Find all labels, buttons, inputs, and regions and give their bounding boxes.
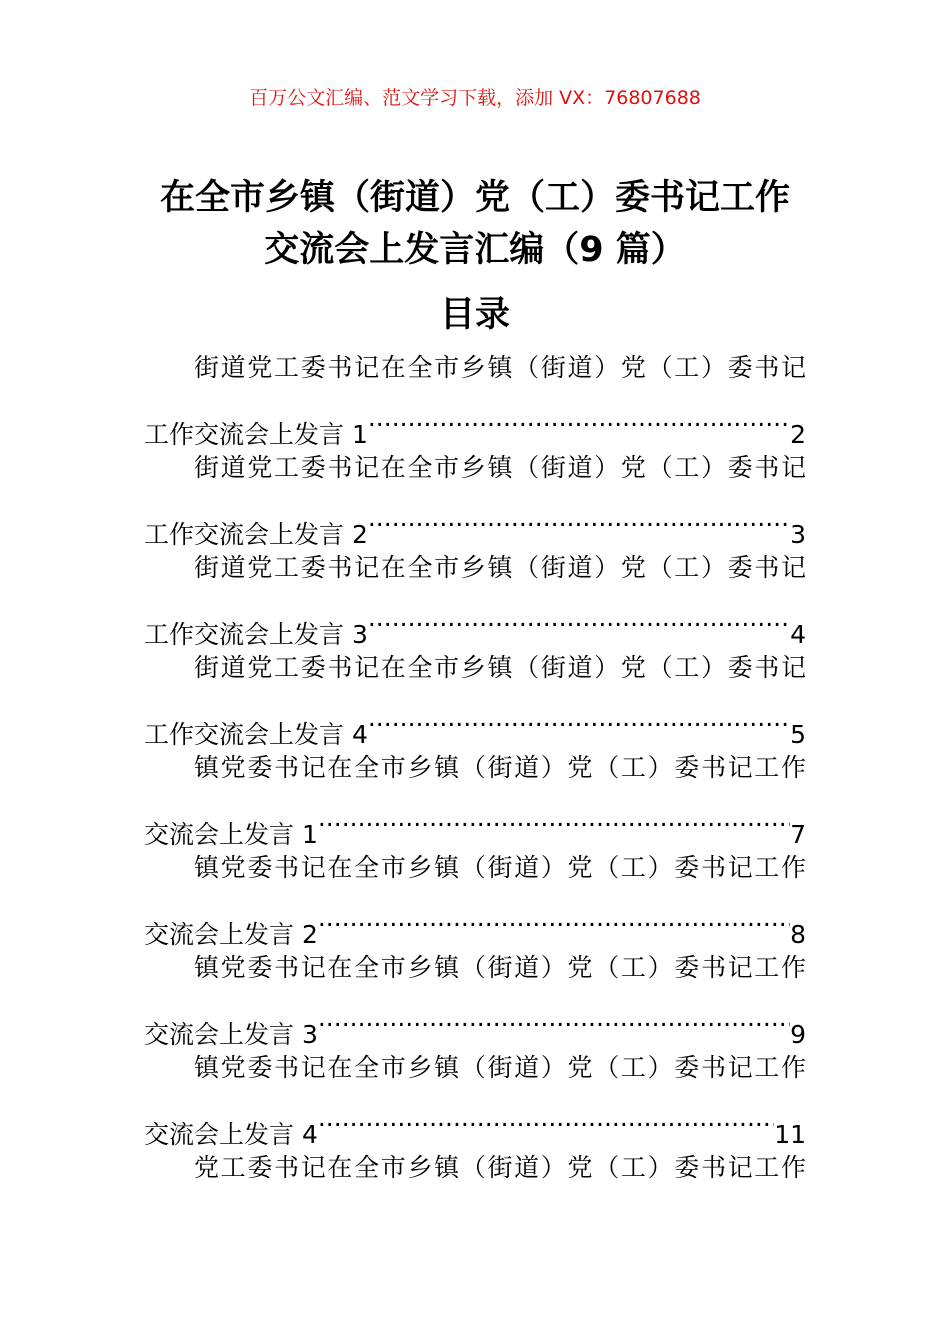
toc-leader-dots	[368, 593, 790, 643]
toc-entry-title: 镇党委书记在全市乡镇（街道）党（工）委书记工作	[194, 953, 806, 982]
toc-entry[interactable]	[144, 543, 806, 649]
toc-entry-title: 街道党工委书记在全市乡镇（街道）党（工）委书记	[194, 453, 806, 482]
toc-leader-dots	[368, 693, 790, 743]
toc-entry-title: 党工委书记在全市乡镇（街道）党（工）委书记工作	[194, 1153, 806, 1182]
toc-entry-title: 街道党工委书记在全市乡镇（街道）党（工）委书记	[194, 353, 806, 382]
toc-entry[interactable]	[144, 743, 806, 849]
toc-entry-title-cont: 工作交流会上发言 2	[144, 520, 368, 549]
toc-leader-dots	[318, 1093, 774, 1143]
header-banner: 百万公文汇编、范文学习下载，添加 VX：76807688	[249, 87, 701, 109]
toc-page-number: 11	[774, 1120, 806, 1149]
toc-entry[interactable]	[144, 1043, 806, 1149]
toc-leader-dots	[318, 993, 790, 1043]
toc-entry[interactable]	[144, 443, 806, 549]
toc-entry[interactable]	[144, 643, 806, 749]
table-of-contents	[144, 343, 806, 1193]
toc-entry[interactable]	[144, 843, 806, 949]
toc-entry[interactable]	[144, 343, 806, 449]
toc-entry[interactable]	[144, 1143, 806, 1193]
toc-entry-title: 街道党工委书记在全市乡镇（街道）党（工）委书记	[194, 553, 806, 582]
toc-page-number: 7	[790, 820, 806, 849]
toc-leader-dots	[318, 893, 790, 943]
title-line-1: 在全市乡镇（街道）党（工）委书记工作	[159, 178, 790, 218]
toc-entry-title: 镇党委书记在全市乡镇（街道）党（工）委书记工作	[194, 1053, 806, 1082]
toc-page-number: 3	[790, 520, 806, 549]
toc-entry-title-cont: 工作交流会上发言 4	[144, 720, 368, 749]
title-line-2: 交流会上发言汇编（9 篇）	[264, 230, 686, 270]
toc-entry-title-cont: 交流会上发言 2	[144, 920, 318, 949]
toc-leader-dots	[368, 493, 790, 543]
toc-entry-title-cont: 交流会上发言 4	[144, 1120, 318, 1149]
toc-entry-title: 镇党委书记在全市乡镇（街道）党（工）委书记工作	[194, 853, 806, 882]
toc-entry-title: 镇党委书记在全市乡镇（街道）党（工）委书记工作	[194, 753, 806, 782]
toc-entry-title: 街道党工委书记在全市乡镇（街道）党（工）委书记	[194, 653, 806, 682]
toc-page-number: 9	[790, 1020, 806, 1049]
toc-page-number: 8	[790, 920, 806, 949]
toc-page-number: 4	[790, 620, 806, 649]
toc-page-number: 5	[790, 720, 806, 749]
toc-entry-title-cont: 交流会上发言 3	[144, 1020, 318, 1049]
toc-entry-title-cont: 工作交流会上发言 1	[144, 420, 368, 449]
toc-entry-title-cont: 工作交流会上发言 3	[144, 620, 368, 649]
toc-entry-title-cont: 交流会上发言 1	[144, 820, 318, 849]
toc-entry[interactable]	[144, 943, 806, 1049]
toc-leader-dots	[368, 393, 790, 443]
toc-page-number: 2	[790, 420, 806, 449]
toc-leader-dots	[318, 793, 790, 843]
toc-heading: 目录	[439, 295, 510, 335]
document-title	[0, 172, 950, 276]
